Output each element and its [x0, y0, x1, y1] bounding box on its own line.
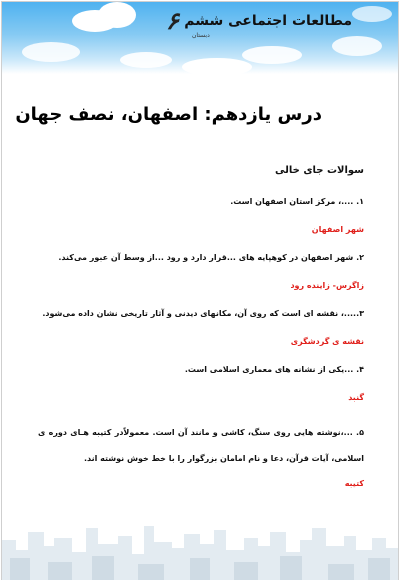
sky-header-banner — [2, 2, 398, 74]
answer-3: نقشه ی گردشگری — [290, 337, 364, 346]
cloud-decoration — [352, 6, 392, 22]
question-1: ۱. ....، مرکز استان اصفهان است. — [230, 197, 364, 206]
city-skyline-decoration — [2, 518, 398, 580]
cloud-decoration — [182, 58, 252, 74]
question-4: ۴. ...یکی از نشانه های معماری اسلامی است. — [184, 365, 364, 374]
section-heading: سوالات جای خالی — [275, 165, 364, 176]
cloud-decoration — [242, 46, 302, 64]
answer-1: شهر اصفهان — [311, 225, 364, 234]
lesson-title: درس یازدهم: اصفهان، نصف جهان — [15, 104, 322, 125]
worksheet-content — [38, 158, 364, 506]
question-5: ۵. ...،نوشته هایی روی سنگ، کاشی و مانند آن است. معمولاًدر کتیبه هـای دوره ی اسلامی، آیات قرآن، دعا و نام امامان بزرگوار را با خط خوش نوشته اند. — [38, 428, 364, 463]
cloud-decoration — [22, 42, 80, 62]
question-2: ۲. شهر اصفهان در کوهپایه های ...قرار دارد و رود ...از وسط آن عبور می‌کند. — [58, 253, 364, 262]
book-subtitle: دبستان — [192, 32, 210, 39]
cloud-decoration — [120, 52, 172, 68]
book-title: مطالعات اجتماعی ششم — [184, 13, 352, 29]
answer-5: کتیبه — [344, 479, 364, 488]
grade-numeral: ۶ — [166, 6, 179, 35]
cloud-decoration — [332, 36, 382, 56]
question-3: ۳.....، نقشه ای است که روی آن، مکانهای دیدنی و آثار تاریخی نشان داده می‌شود. — [42, 309, 364, 318]
answer-2: زاگرس- زاینده رود — [290, 281, 364, 290]
answer-4: گنبد — [348, 393, 364, 402]
cloud-decoration — [98, 2, 136, 28]
